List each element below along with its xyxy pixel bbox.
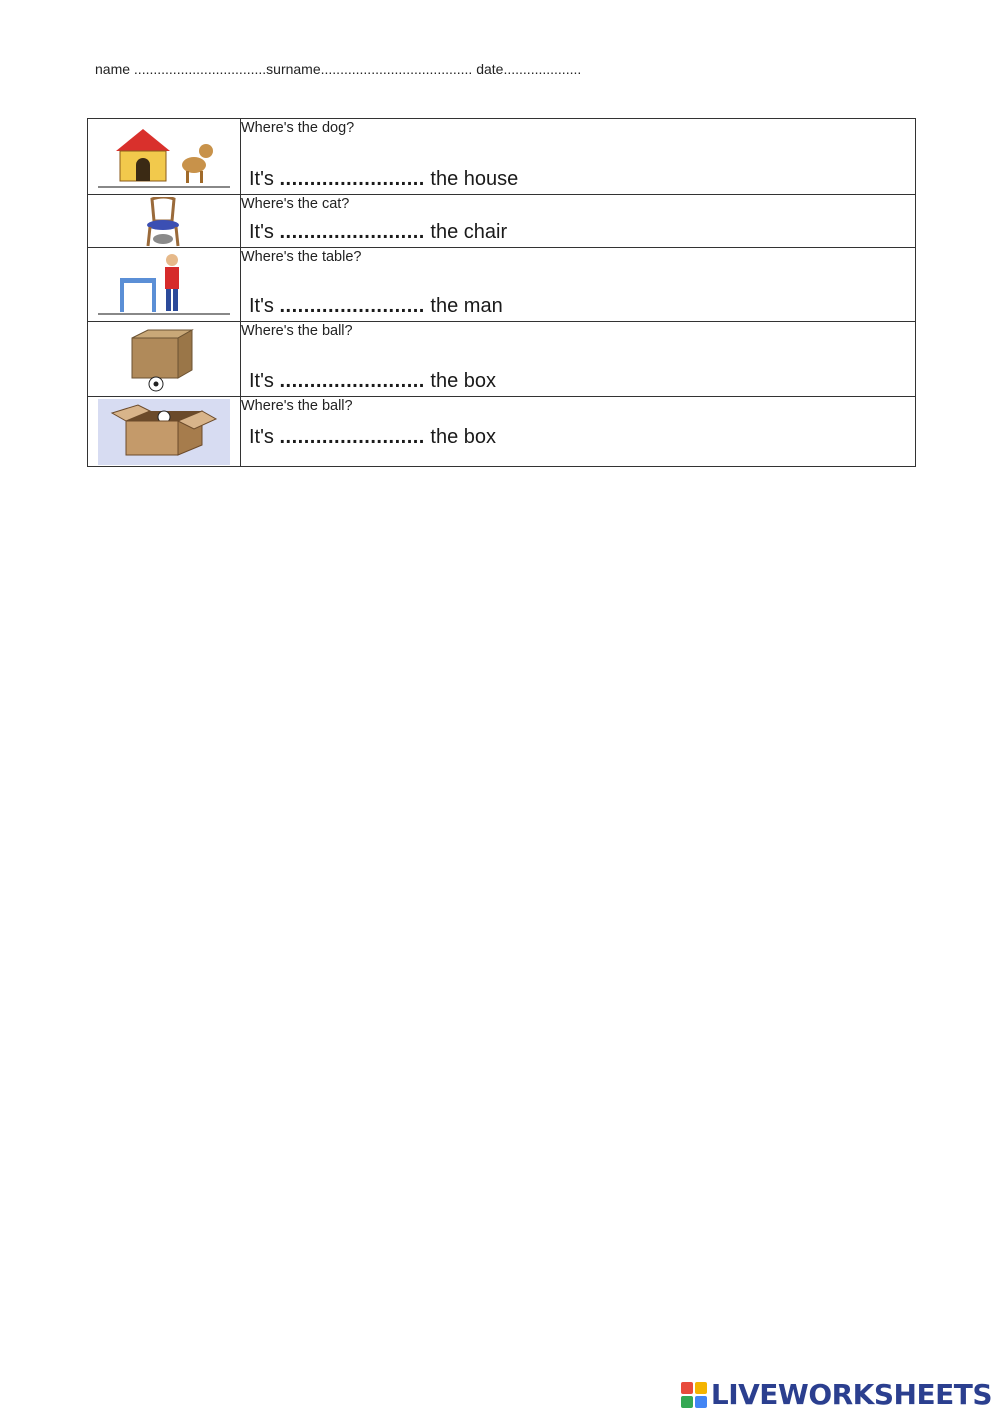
picture-underline: [98, 186, 230, 188]
answer-suffix: the man: [430, 295, 503, 317]
logo-text: LIVEWORKSHEETS: [710, 1378, 992, 1411]
picture-cell: [88, 195, 241, 248]
answer-prefix: It's: [249, 426, 274, 448]
question-text: Where's the ball?: [241, 398, 353, 414]
question-text: Where's the table?: [241, 249, 362, 265]
table-next-to-man-icon: [98, 250, 230, 318]
answer-prefix: It's: [249, 295, 274, 317]
exercise-row: [88, 119, 916, 195]
answer-blank[interactable]: ........................: [279, 370, 425, 392]
answer-blank[interactable]: ........................: [279, 295, 425, 317]
exercise-row: [88, 248, 916, 322]
picture-cell: [88, 248, 241, 322]
picture-cell: [88, 397, 241, 467]
answer-suffix: the house: [430, 168, 519, 190]
liveworksheets-logo-icon: [681, 1382, 707, 1408]
answer-line: [249, 425, 496, 449]
question-cell: [241, 248, 916, 322]
answer-line: [249, 294, 503, 318]
answer-blank[interactable]: ........................: [279, 221, 425, 243]
exercise-row: [88, 397, 916, 467]
answer-line: [249, 167, 518, 191]
answer-prefix: It's: [249, 168, 274, 190]
answer-blank[interactable]: ........................: [279, 168, 425, 190]
answer-line: [249, 220, 507, 244]
answer-suffix: the box: [430, 370, 497, 392]
ball-under-box-icon: [98, 324, 230, 394]
picture-cell: [88, 119, 241, 195]
picture-underline: [98, 313, 230, 315]
answer-line: [249, 369, 496, 393]
ball-in-box-icon: [98, 399, 230, 465]
dog-kennel-icon: [98, 121, 230, 191]
student-info-line: name ..................................surname....................................... date....................: [95, 61, 582, 77]
picture-cell: [88, 322, 241, 397]
exercise-table: [87, 118, 916, 467]
answer-prefix: It's: [249, 370, 274, 392]
question-text: Where's the cat?: [241, 196, 350, 212]
answer-suffix: the box: [430, 426, 497, 448]
answer-suffix: the chair: [430, 221, 508, 243]
question-cell: [241, 119, 916, 195]
cat-under-chair-icon: [98, 197, 230, 247]
question-cell: [241, 397, 916, 467]
question-text: Where's the ball?: [241, 323, 353, 339]
exercise-row: [88, 322, 916, 397]
exercise-row: [88, 195, 916, 248]
question-cell: [241, 322, 916, 397]
answer-prefix: It's: [249, 221, 274, 243]
question-cell: [241, 195, 916, 248]
answer-blank[interactable]: ........................: [279, 426, 425, 448]
question-text: Where's the dog?: [241, 120, 355, 136]
liveworksheets-logo: [681, 1378, 992, 1411]
